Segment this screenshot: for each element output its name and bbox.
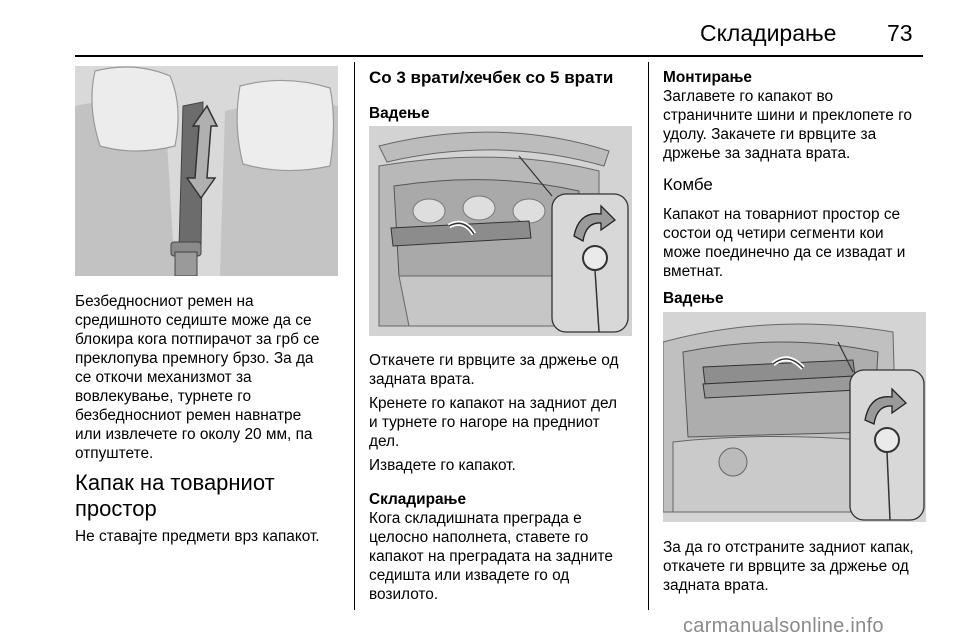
text-line: може поединечно да се извадат и bbox=[663, 244, 906, 261]
text-line: состои од четири сегменти кои bbox=[663, 225, 884, 242]
kombe-heading: Комбе bbox=[663, 175, 713, 194]
text-line: Безбедносниот ремен на bbox=[75, 293, 254, 310]
text-line: блокира кога потпирачот за грб се bbox=[75, 331, 320, 348]
text-line: Заглавете го капакот во bbox=[663, 88, 834, 105]
removal-heading: Вадење bbox=[369, 105, 430, 122]
column-divider-2 bbox=[648, 62, 649, 610]
text-line: Капакот на товарниот простор се bbox=[663, 206, 901, 223]
text-line: дел. bbox=[369, 433, 400, 450]
text-line: капакот на преградата на задните bbox=[369, 548, 613, 565]
text-line: Кренете го капакот на задниот дел bbox=[369, 395, 618, 412]
text-line: задната врата. bbox=[663, 577, 769, 594]
storage-heading: Складирање bbox=[369, 491, 467, 508]
figure-kombe-cover bbox=[663, 312, 926, 522]
storage-paragraph bbox=[369, 509, 613, 604]
text-line: безбедносниот ремен навнатре bbox=[75, 407, 302, 424]
text-line: вовлекување, турнете го bbox=[75, 388, 252, 405]
text-line: преклопува премногу брзо. За да bbox=[75, 350, 314, 367]
text-line: отпуштете. bbox=[75, 445, 154, 462]
text-line: задната врата. bbox=[369, 371, 475, 388]
subsection-heading-3door: Со 3 врати/хечбек со 5 врати bbox=[369, 68, 614, 87]
page-header-title: Складирање bbox=[700, 20, 837, 46]
column-divider-1 bbox=[354, 62, 355, 610]
text-line: страничните шини и преклопете го bbox=[663, 107, 912, 124]
text-line: средишното седиште може да се bbox=[75, 312, 312, 329]
mounting-paragraph bbox=[663, 87, 912, 163]
text-line: Откачете ги врвците за држење од bbox=[369, 352, 619, 369]
footer-watermark: carmanualsonline.info bbox=[683, 615, 884, 637]
text-line: и турнете го нагоре на предниот bbox=[369, 414, 600, 431]
text-line: држење за задната врата. bbox=[663, 145, 851, 162]
hatchback-illustration bbox=[369, 126, 632, 336]
page-number: 73 bbox=[887, 20, 913, 46]
removal-step-1 bbox=[369, 351, 618, 389]
heading-line: Капак на товарниот bbox=[75, 470, 275, 495]
text-line: Кога складишната преграда е bbox=[369, 510, 582, 527]
text-line: удолу. Закачете ги врвците за bbox=[663, 126, 877, 143]
text-line: се откочи механизмот за bbox=[75, 369, 252, 386]
seatbelt-illustration bbox=[75, 66, 338, 276]
removal-step-2 bbox=[369, 394, 617, 451]
removal-step-3: Извадете го капакот. bbox=[369, 457, 516, 474]
cargo-cover-note: Не ставајте предмети врз капакот. bbox=[75, 528, 320, 545]
text-line: вметнат. bbox=[663, 263, 724, 280]
kombe-illustration bbox=[663, 312, 926, 522]
mounting-heading: Монтирање bbox=[663, 69, 752, 86]
kombe-paragraph bbox=[663, 205, 905, 281]
section-heading-cargo-cover bbox=[75, 470, 275, 522]
header-rule bbox=[75, 55, 923, 57]
text-line: или извлечете го околу 20 мм, па bbox=[75, 426, 313, 443]
text-line: целосно наполнета, ставете го bbox=[369, 529, 589, 546]
figure-hatchback-cover bbox=[369, 126, 632, 336]
kombe-removal-heading: Вадење bbox=[663, 290, 724, 307]
text-line: За да го отстраните задниот капак, bbox=[663, 539, 914, 556]
heading-line: простор bbox=[75, 496, 157, 521]
text-line: откачете ги врвците за држење од bbox=[663, 558, 909, 575]
figure-seatbelt-headrests bbox=[75, 66, 338, 276]
kombe-removal-paragraph bbox=[663, 538, 914, 595]
text-line: возилото. bbox=[369, 586, 439, 603]
text-line: седишта или извадете го од bbox=[369, 567, 570, 584]
seatbelt-paragraph bbox=[75, 292, 319, 463]
